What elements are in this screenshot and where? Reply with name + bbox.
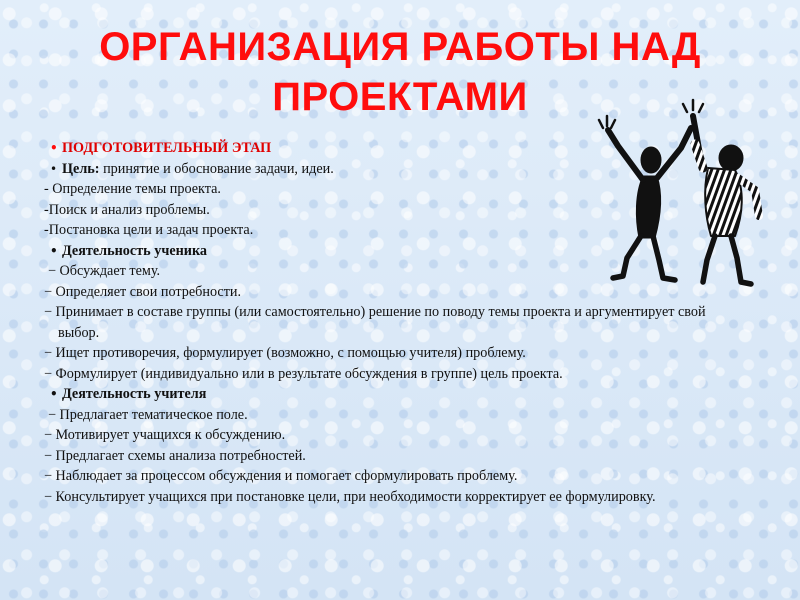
teacher-heading: • Деятельность учителя <box>44 384 744 405</box>
striped-figure-icon <box>683 100 759 284</box>
student-item: − Ищет противоречия, формулирует (возможно, с помощью учителя) проблему. <box>44 345 526 361</box>
teacher-item: − Предлагает тематическое поле. <box>48 406 248 423</box>
student-item: − Формулирует (индивидуально или в результате обсуждения в группе) цель проекта. <box>44 365 563 382</box>
teacher-item: − Предлагает схемы анализа потребностей. <box>44 447 306 464</box>
slide-title-line-1: ОРГАНИЗАЦИЯ РАБОТЫ НАД <box>99 25 701 69</box>
slide-title-line-2: ПРОЕКТАМИ <box>272 75 528 119</box>
student-item: − Определяет свои потребности. <box>44 283 242 300</box>
stage-item: -Постановка цели и задач проекта. <box>44 222 254 238</box>
stage-heading: • ПОДГОТОВИТЕЛЬНЫЙ ЭТАП <box>44 138 744 159</box>
goal-label: Цель: <box>62 160 100 177</box>
dancing-figures-illustration <box>583 98 778 298</box>
teacher-item: − Наблюдает за процессом обсуждения и помогает сформулировать проблему. <box>44 468 518 484</box>
student-item: − Принимает в составе группы (или самостоятельно) решение по поводу темы проекта и аргументирует свой выбор. <box>44 304 706 341</box>
teacher-item: − Консультирует учащихся при постановке цели, при необходимости корректирует ее формулировку. <box>44 488 656 505</box>
black-figure-icon <box>599 116 691 280</box>
stage-item: -Поиск и анализ проблемы. <box>44 201 210 218</box>
student-heading: • Деятельность ученика <box>44 241 744 262</box>
student-item: − Обсуждает тему. <box>48 263 161 279</box>
stage-item: - Определение темы проекта. <box>44 181 221 197</box>
teacher-item: − Мотивирует учащихся к обсуждению. <box>44 427 286 443</box>
goal-text: принятие и обоснование задачи, идеи. <box>99 160 334 177</box>
